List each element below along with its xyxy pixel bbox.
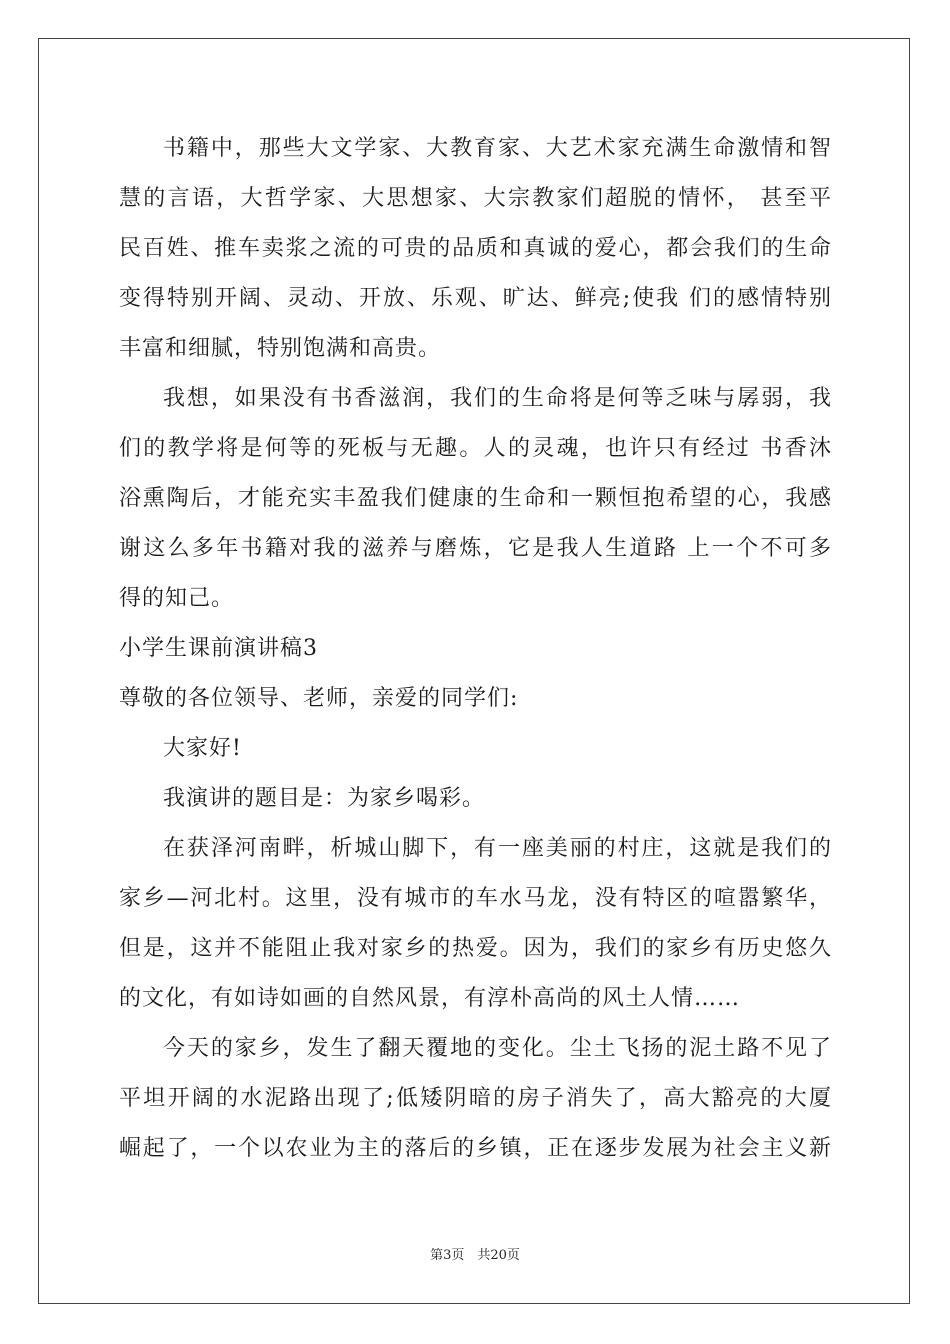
paragraph-line: 在获泽河南畔，析城山脚下，有一座美丽的村庄，这就是我们的 <box>163 836 831 861</box>
paragraph-line: 书籍中，那些大文学家、大教育家、大艺术家充满生命激情和智 <box>163 136 831 161</box>
page-number: 第3页 共20页 <box>430 1248 520 1263</box>
paragraph-line: 慧的言语，大哲学家、大思想家、大宗教家们超脱的情怀， 甚至平 <box>119 186 831 211</box>
paragraph-line: 谢这么多年书籍对我的滋养与磨炼，它是我人生道路 上一个不可多 <box>119 536 831 561</box>
paragraph-line: 家乡—河北村。这里，没有城市的车水马龙，没有特区的喧嚣繁华， <box>119 886 831 911</box>
speech-topic: 我演讲的题目是：为家乡喝彩。 <box>163 786 486 811</box>
greeting: 大家好! <box>163 736 242 761</box>
paragraph-line: 们的教学将是何等的死板与无趣。人的灵魂，也许只有经过 书香沐 <box>119 436 831 461</box>
paragraph-line: 平坦开阔的水泥路出现了;低矮阴暗的房子消失了，高大豁亮的大厦 <box>119 1086 831 1111</box>
paragraph-line: 的文化，有如诗如画的自然风景，有淳朴高尚的风土人情…… <box>119 986 741 1011</box>
paragraph-line: 变得特别开阔、灵动、开放、乐观、旷达、鲜亮;使我 们的感情特别 <box>119 286 831 311</box>
paragraph-line: 丰富和细腻，特别饱满和高贵。 <box>119 336 442 361</box>
paragraph-line: 崛起了，一个以农业为主的落后的乡镇，正在逐步发展为社会主义新 <box>119 1136 831 1161</box>
paragraph-line: 但是，这并不能阻止我对家乡的热爱。因为，我们的家乡有历史悠久 <box>119 936 831 961</box>
paragraph-line: 得的知己。 <box>119 586 235 611</box>
paragraph-line: 民百姓、推车卖浆之流的可贵的品质和真诚的爱心，都会我们的生命 <box>119 236 831 261</box>
section-title: 小学生课前演讲稿3 <box>119 636 318 661</box>
paragraph-line: 今天的家乡，发生了翻天覆地的变化。尘土飞扬的泥土路不见了 <box>163 1036 831 1061</box>
paragraph-line: 我想，如果没有书香滋润，我们的生命将是何等乏味与孱弱，我 <box>163 386 831 411</box>
salutation: 尊敬的各位领导、老师，亲爱的同学们: <box>119 686 519 711</box>
page-border <box>38 38 910 1304</box>
paragraph-line: 浴熏陶后，才能充实丰盈我们健康的生命和一颗恒抱希望的心，我感 <box>119 486 831 511</box>
